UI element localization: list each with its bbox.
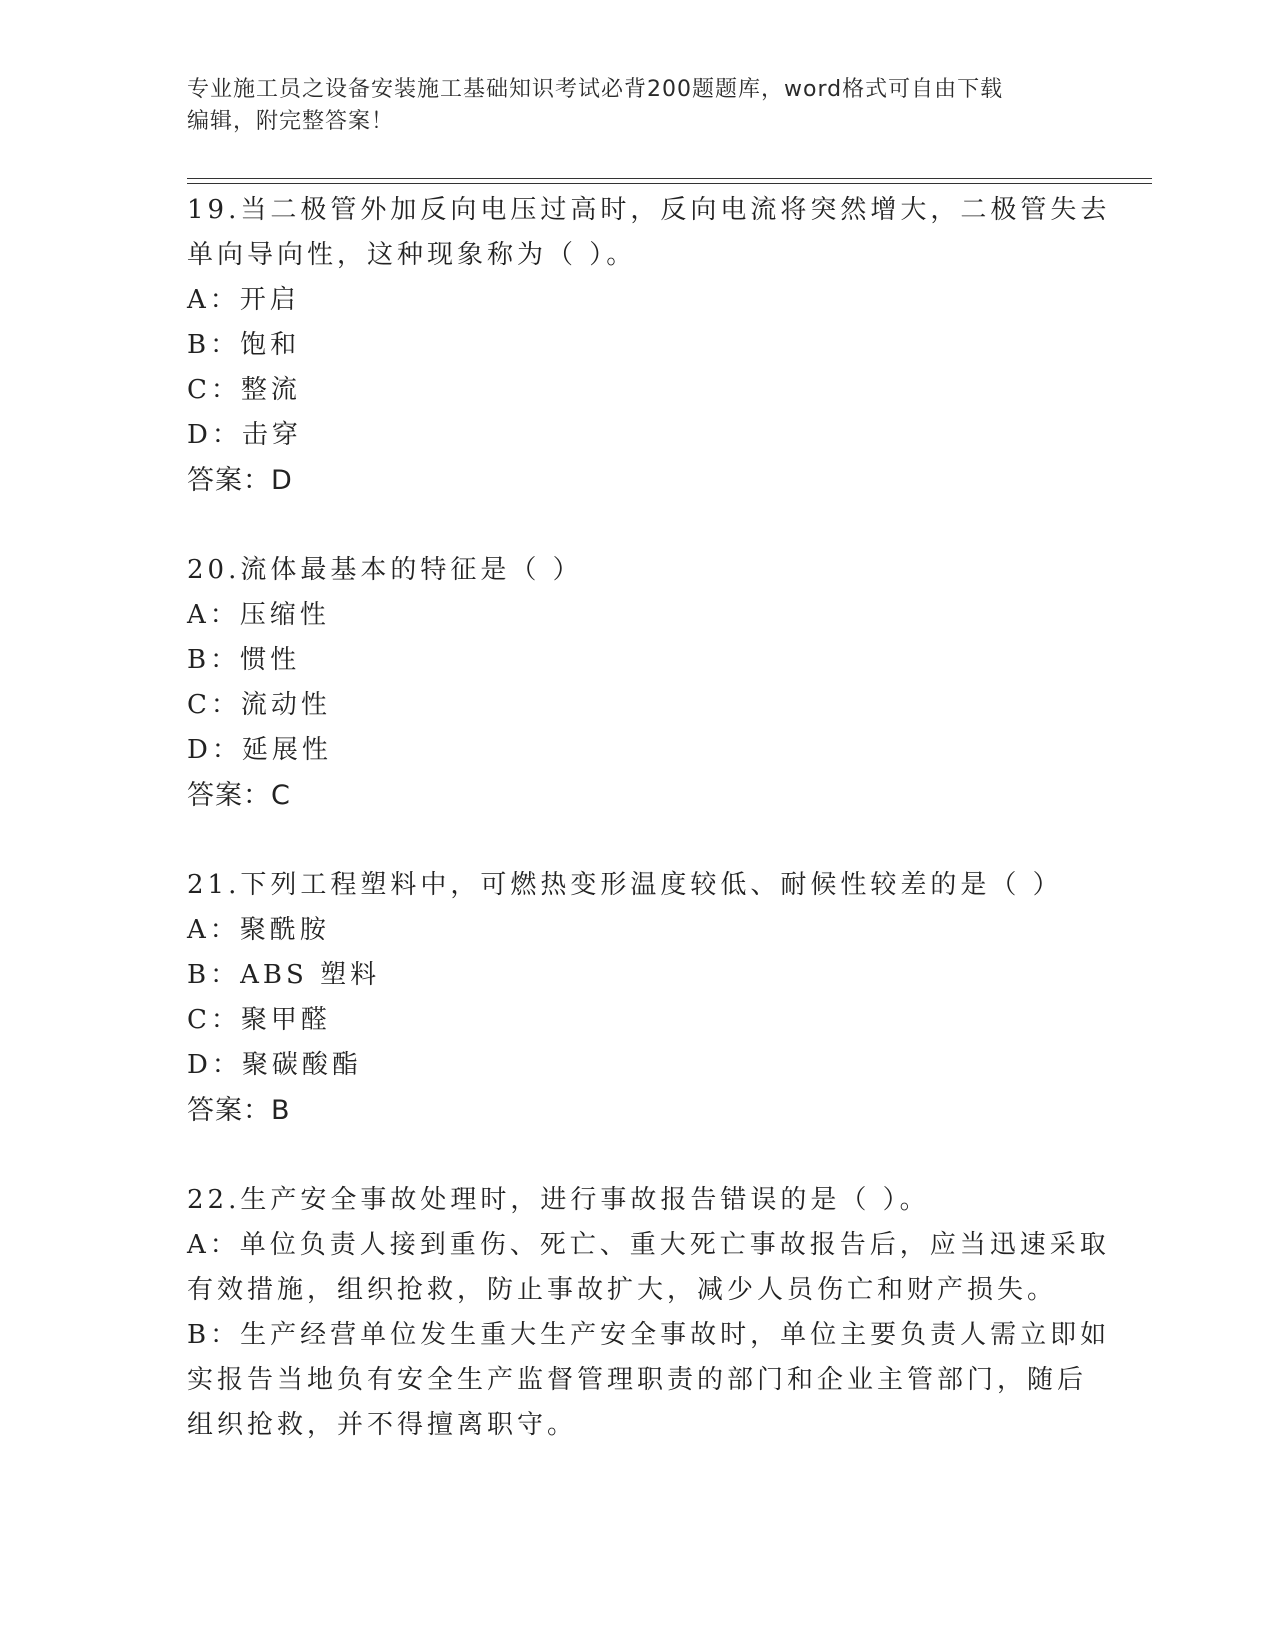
header-divider-top [187, 178, 1152, 179]
question-stem: 19.当二极管外加反向电压过高时，反向电流将突然增大，二极管失去 [187, 195, 1111, 225]
question-20 [187, 548, 1087, 818]
answer: 答案：B [187, 1095, 291, 1126]
option-c: C：聚甲醛 [187, 1005, 331, 1035]
question-list [187, 188, 1111, 1448]
option-b: B：生产经营单位发生重大生产安全事故时，单位主要负责人需立即如 [187, 1320, 1111, 1350]
option-a: A：单位负责人接到重伤、死亡、重大死亡事故报告后，应当迅速采取 [187, 1230, 1110, 1260]
question-19 [187, 188, 1111, 503]
option-a: A：压缩性 [187, 600, 330, 630]
question-stem: 22.生产安全事故处理时，进行事故报告错误的是（ ）。 [187, 1185, 930, 1215]
answer: 答案：C [187, 780, 291, 811]
option-c: C：流动性 [187, 690, 331, 720]
question-22 [187, 1178, 1111, 1448]
option-b: B：ABS 塑料 [187, 960, 381, 990]
header-line-1: 专业施工员之设备安装施工基础知识考试必背200题题库，word格式可自由下载 [187, 77, 1004, 102]
header-divider-bottom [187, 183, 1152, 184]
question-stem: 21.下列工程塑料中，可燃热变形温度较低、耐候性较差的是（ ） [187, 870, 1063, 900]
option-d: D：聚碳酸酯 [187, 1050, 362, 1080]
document-header [187, 74, 1067, 138]
option-d: D：击穿 [187, 420, 302, 450]
question-stem: 单向导向性，这种现象称为（ ）。 [187, 240, 637, 270]
option-a: A：开启 [187, 285, 300, 315]
option-b-continued: 组织抢救，并不得擅离职守。 [187, 1410, 578, 1440]
header-line-2: 编辑，附完整答案！ [187, 109, 395, 134]
answer: 答案：D [187, 465, 293, 496]
option-b: B：惯性 [187, 645, 301, 675]
question-21 [187, 863, 1087, 1133]
option-b: B：饱和 [187, 330, 301, 360]
option-c: C：整流 [187, 375, 301, 405]
option-a: A：聚酰胺 [187, 915, 330, 945]
option-d: D：延展性 [187, 735, 332, 765]
option-b-continued: 实报告当地负有安全生产监督管理职责的部门和企业主管部门，随后 [187, 1365, 1088, 1395]
question-stem: 20.流体最基本的特征是（ ） [187, 555, 583, 585]
option-a-continued: 有效措施，组织抢救，防止事故扩大，减少人员伤亡和财产损失。 [187, 1275, 1058, 1305]
